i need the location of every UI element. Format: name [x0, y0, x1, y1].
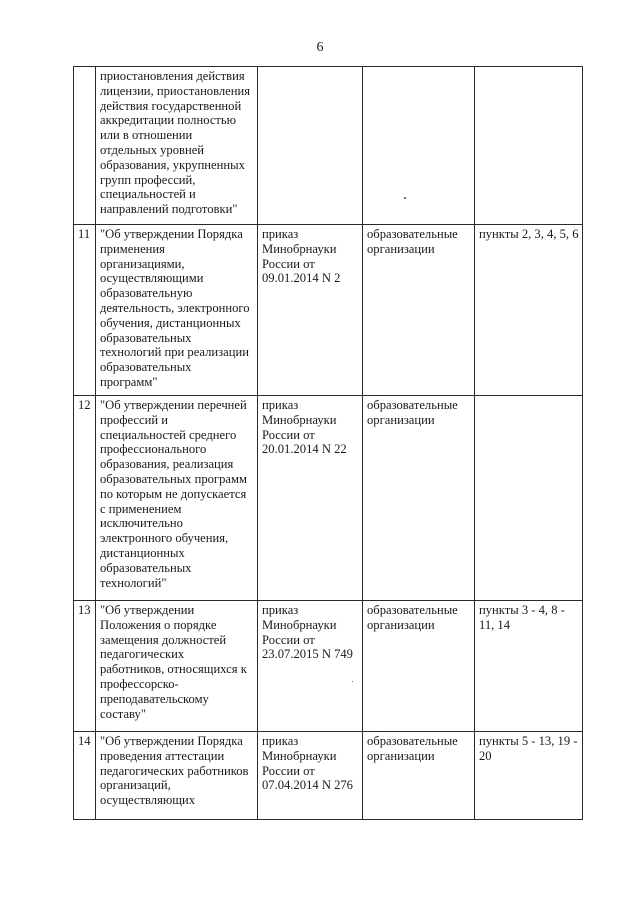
table-row: [74, 396, 583, 601]
cell-line: исключительно: [100, 516, 183, 531]
cell-line: групп профессий,: [100, 172, 196, 187]
legal-act-cell: [258, 396, 363, 601]
cell-line: образовательных: [100, 560, 192, 575]
cell-line: специальностей и: [100, 187, 196, 202]
scan-speck: [404, 197, 406, 199]
cell-line: России от: [262, 632, 315, 647]
cell-line: проведения аттестации: [100, 748, 225, 763]
scan-speck: [352, 681, 353, 682]
document-name-cell: [96, 225, 258, 396]
cell-line: организации: [367, 412, 435, 427]
row-number: 13: [74, 601, 96, 732]
cell-line: организациями,: [100, 256, 185, 271]
cell-line: образовательных: [100, 330, 192, 345]
cell-line: России от: [262, 256, 315, 271]
legal-act-cell: [258, 601, 363, 732]
cell-line: работников, относящихся к: [100, 662, 247, 677]
items-cell: [475, 67, 583, 225]
cell-line: или в отношении: [100, 128, 193, 143]
cell-line: технологий при реализации: [100, 345, 249, 360]
cell-line: России от: [262, 427, 315, 442]
cell-line: применения: [100, 241, 165, 256]
cell-line: действия государственной: [100, 98, 242, 113]
subjects-cell: [363, 601, 475, 732]
row-number: [74, 67, 96, 225]
cell-line: с применением: [100, 501, 182, 516]
cell-line: "Об утверждении Порядка: [100, 227, 243, 241]
cell-line: 11, 14: [479, 617, 511, 632]
regulations-table: [73, 66, 583, 820]
cell-line: пункты 5 - 13, 19 -: [479, 734, 578, 748]
cell-line: обучения, дистанционных: [100, 315, 241, 330]
cell-line: технологий": [100, 575, 167, 590]
document-name-cell: [96, 601, 258, 732]
cell-line: направлений подготовки": [100, 202, 238, 217]
cell-line: лицензии, приостановления: [100, 83, 251, 98]
cell-line: профессорско-: [100, 676, 179, 691]
table-row: [74, 732, 583, 820]
cell-line: 20: [479, 748, 492, 763]
cell-line: организаций,: [100, 778, 171, 793]
cell-line: Минобрнауки: [262, 748, 337, 763]
cell-line: электронного обучения,: [100, 531, 229, 546]
cell-line: образовательные: [367, 734, 458, 748]
table-row: [74, 225, 583, 396]
cell-line: образования, реализация: [100, 457, 234, 472]
cell-line: пункты 3 - 4, 8 -: [479, 603, 565, 617]
cell-line: пункты 2, 3, 4, 5, 6: [479, 227, 579, 241]
cell-line: Положения о порядке: [100, 617, 217, 632]
cell-line: России от: [262, 763, 315, 778]
subjects-cell: [363, 67, 475, 225]
subjects-cell: [363, 225, 475, 396]
cell-line: образовательные: [367, 227, 458, 241]
items-cell: [475, 225, 583, 396]
cell-line: "Об утверждении перечней: [100, 398, 247, 412]
cell-line: профессий и: [100, 412, 168, 427]
cell-line: деятельность, электронного: [100, 300, 250, 315]
row-number: 11: [74, 225, 96, 396]
items-cell: [475, 601, 583, 732]
cell-line: Минобрнауки: [262, 617, 337, 632]
cell-line: приказ: [262, 227, 299, 241]
cell-line: 09.01.2014 N 2: [262, 271, 341, 286]
cell-line: 20.01.2014 N 22: [262, 442, 347, 457]
cell-line: программ": [100, 374, 158, 389]
row-number: 12: [74, 396, 96, 601]
cell-line: педагогических: [100, 647, 185, 662]
cell-line: образования, укрупненных: [100, 157, 245, 172]
cell-line: приказ: [262, 398, 299, 412]
document-name-cell: [96, 67, 258, 225]
table-row: [74, 67, 583, 225]
document-name-cell: [96, 396, 258, 601]
cell-line: образовательных: [100, 360, 192, 375]
cell-line: приостановления действия: [100, 69, 245, 83]
cell-line: педагогических работников: [100, 763, 249, 778]
table-body: [74, 67, 583, 820]
table-row: [74, 601, 583, 732]
cell-line: 07.04.2014 N 276: [262, 778, 353, 793]
subjects-cell: [363, 732, 475, 820]
items-cell: [475, 732, 583, 820]
cell-line: образовательную: [100, 286, 193, 301]
cell-line: замещения должностей: [100, 632, 227, 647]
cell-line: образовательные: [367, 398, 458, 412]
cell-line: аккредитации полностью: [100, 113, 237, 128]
cell-line: Минобрнауки: [262, 412, 337, 427]
document-name-cell: [96, 732, 258, 820]
cell-line: отдельных уровней: [100, 142, 205, 157]
cell-line: составу": [100, 706, 146, 721]
cell-line: специальностей среднего: [100, 427, 237, 442]
cell-line: Минобрнауки: [262, 241, 337, 256]
cell-line: организации: [367, 241, 435, 256]
cell-line: осуществляющих: [100, 793, 196, 808]
cell-line: образовательные: [367, 603, 458, 617]
legal-act-cell: [258, 67, 363, 225]
cell-line: приказ: [262, 603, 299, 617]
cell-line: приказ: [262, 734, 299, 748]
cell-line: организации: [367, 748, 435, 763]
cell-line: дистанционных: [100, 545, 185, 560]
subjects-cell: [363, 396, 475, 601]
cell-line: "Об утверждении Порядка: [100, 734, 243, 748]
page-number: 6: [316, 40, 324, 55]
legal-act-cell: [258, 732, 363, 820]
cell-line: организации: [367, 617, 435, 632]
legal-act-cell: [258, 225, 363, 396]
items-cell: [475, 396, 583, 601]
cell-line: "Об утверждении: [100, 603, 195, 617]
cell-line: 23.07.2015 N 749: [262, 647, 353, 662]
row-number: 14: [74, 732, 96, 820]
cell-line: осуществляющими: [100, 271, 204, 286]
cell-line: профессионального: [100, 442, 207, 457]
cell-line: по которым не допускается: [100, 486, 247, 501]
cell-line: образовательных программ: [100, 471, 247, 486]
cell-line: преподавательскому: [100, 691, 209, 706]
